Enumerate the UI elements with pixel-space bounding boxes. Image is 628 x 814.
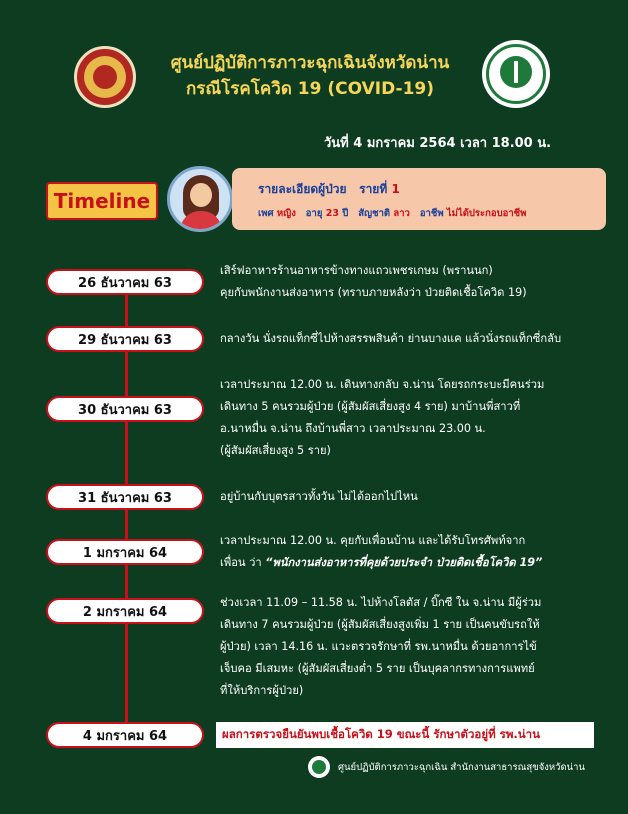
- timeline-date-pill: 2 มกราคม 64: [46, 598, 204, 624]
- footer-text: ศูนย์ปฏิบัติการภาวะฉุกเฉิน สำนักงานสาธารณสุขจังหวัดน่าน: [338, 761, 585, 773]
- timeline-date-pill: 26 ธันวาคม 63: [46, 269, 204, 295]
- result-box: ผลการตรวจยืนยันพบเชื้อโควิด 19 ขณะนี้ รักษาตัวอยู่ที่ รพ.น่าน: [216, 722, 594, 748]
- timeline-description: เสิร์ฟอาหารร้านอาหารข้างทางแถวเพชรเกษม (พรานนก) คุยกับพนักงานส่งอาหาร (ทราบภายหลังว่า ป่วยติดเชื้อโควิด 19): [220, 264, 527, 299]
- timeline-date-pill: 4 มกราคม 64: [46, 722, 204, 748]
- timeline-description: กลางวัน นั่งรถแท็กซี่ไปห้างสรรพสินค้า ย่านบางแค แล้วนั่งรถแท็กซี่กลับ: [220, 332, 562, 345]
- ministry-of-public-health-logo: [482, 40, 550, 108]
- timeline-badge: Timeline: [46, 182, 158, 220]
- timeline-description: ช่วงเวลา 11.09 – 11.58 น. ไปห้างโลตัส / บิ๊กซี ใน จ.น่าน มีผู้ร่วม เดินทาง 7 คนรวมผู้ป่วย (ผู้สัมผัสเสี่ยงสูงเพิ่ม 1 ราย เป็นคนขับรถให้ ผู้ป่วย) เวลา 14.16 น. แวะตรวจรักษาที่ รพ.นาหมื่น ด้วยอาการไข้ เจ็บคอ มีเสมหะ (ผู้สัมผัสเสี่ยงต่ำ 5 ราย เป็นบุคลากรทางการแพทย์ ที่ให้บริการผู้ป่วย): [220, 596, 542, 697]
- timeline-date-pill: 31 ธันวาคม 63: [46, 484, 204, 510]
- timeline-description: อยู่บ้านกับบุตรสาวทั้งวัน ไม่ได้ออกไปไหน: [220, 490, 418, 503]
- patient-details: เพศ หญิง อายุ 23 ปี สัญชาติ ลาว อาชีพ ไม่ได้ประกอบอาชีพ: [258, 208, 527, 219]
- report-date: วันที่ 4 มกราคม 2564 เวลา 18.00 น.: [324, 136, 552, 151]
- timeline-date-pill: 1 มกราคม 64: [46, 539, 204, 565]
- timeline-date-pill: 29 ธันวาคม 63: [46, 326, 204, 352]
- title-line-1: ศูนย์ปฏิบัติการภาวะฉุกเฉินจังหวัดน่าน: [170, 53, 450, 73]
- page-title: [150, 50, 470, 102]
- title-line-2: กรณีโรคโควิด 19 (COVID-19): [185, 79, 435, 99]
- ministry-logo-icon: [308, 756, 330, 778]
- timeline-description: เวลาประมาณ 12.00 น. เดินทางกลับ จ.น่าน โดยรถกระบะมีคนร่วม เดินทาง 5 คนรวมผู้ป่วย (ผู้สัมผัสเสี่ยงสูง 4 ราย) มาบ้านพี่สาวที่ อ.นาหมื่น จ.น่าน ถึงบ้านพี่สาว เวลาประมาณ 23.00 น. (ผู้สัมผัสเสี่ยงสูง 5 ราย): [220, 378, 545, 457]
- timeline-date-pill: 30 ธันวาคม 63: [46, 396, 204, 422]
- patient-heading: รายละเอียดผู้ป่วย รายที่ 1: [258, 182, 400, 196]
- timeline-description: เวลาประมาณ 12.00 น. คุยกับเพื่อนบ้าน และได้รับโทรศัพท์จาก เพื่อน ว่า “พนักงานส่งอาหารที่คุยด้วยประจำ ป่วยติดเชื้อโควิด 19”: [220, 534, 543, 569]
- provincial-seal-logo: [74, 46, 136, 108]
- footer: [308, 756, 585, 778]
- patient-avatar-icon: [167, 166, 233, 232]
- patient-info-box: [232, 168, 606, 230]
